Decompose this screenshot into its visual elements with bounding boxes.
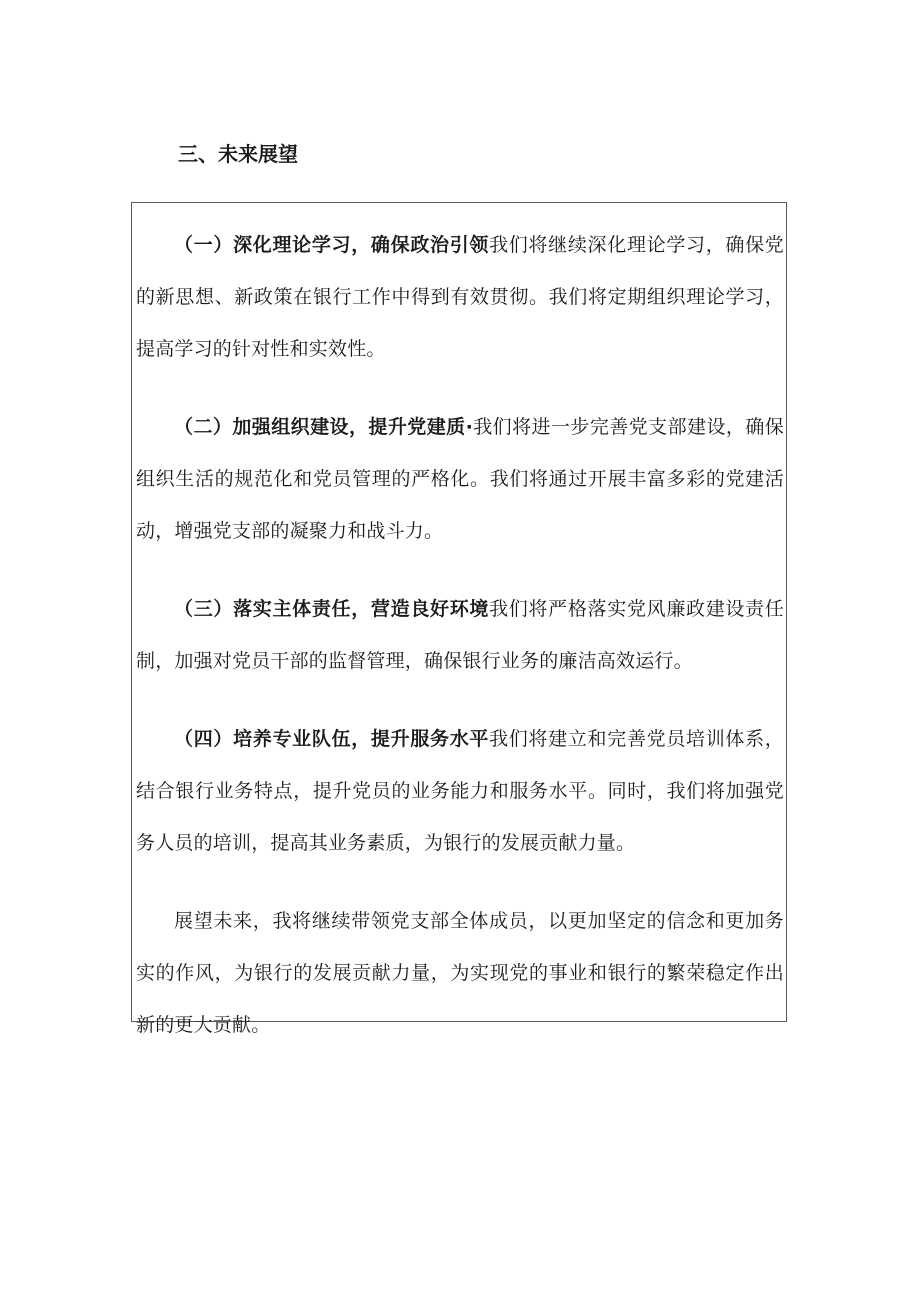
paragraph-1 xyxy=(136,219,784,375)
paragraph-1-body: 我们将继续深化理论学习，确保党的新思想、新政策在银行工作中得到有效贯彻。我们将定期组织理论学习，提高学习的针对性和实效性。 xyxy=(136,234,784,360)
paragraph-4 xyxy=(136,713,784,869)
paragraph-3-body: 我们将严格落实党风廉政建设责任制，加强对党员干部的监督管理，确保银行业务的廉洁高效运行。 xyxy=(136,598,784,672)
paragraph-2 xyxy=(136,401,784,557)
content-box xyxy=(131,202,787,1036)
paragraph-2-body: 我们将进一步完善党支部建设，确保组织生活的规范化和党员管理的严格化。我们将通过开展丰富多彩的党建活动，增强党支部的凝聚力和战斗力。 xyxy=(136,416,785,542)
paragraph-4-heading: （四）培养专业队伍，提升服务水平 xyxy=(174,728,490,750)
section-heading: 三、未来展望 xyxy=(178,142,298,166)
closing-paragraph: 展望未来，我将继续带领党支部全体成员，以更加坚定的信念和更加务实的作风，为银行的发展贡献力量，为实现党的事业和银行的繁荣稳定作出新的更大贡献。 xyxy=(136,910,784,1036)
paragraph-4-body: 我们将建立和完善党员培训体系，结合银行业务特点，提升党员的业务能力和服务水平。同时，我们将加强党务人员的培训，提高其业务素质，为银行的发展贡献力量。 xyxy=(136,728,784,854)
paragraph-2-heading: （二）加强组织建设，提升党建质· xyxy=(174,416,473,438)
paragraph-3-heading: （三）落实主体责任，营造良好环境 xyxy=(174,598,490,620)
paragraph-1-heading: （一）深化理论学习，确保政治引领 xyxy=(174,234,490,256)
paragraph-3 xyxy=(136,583,784,687)
